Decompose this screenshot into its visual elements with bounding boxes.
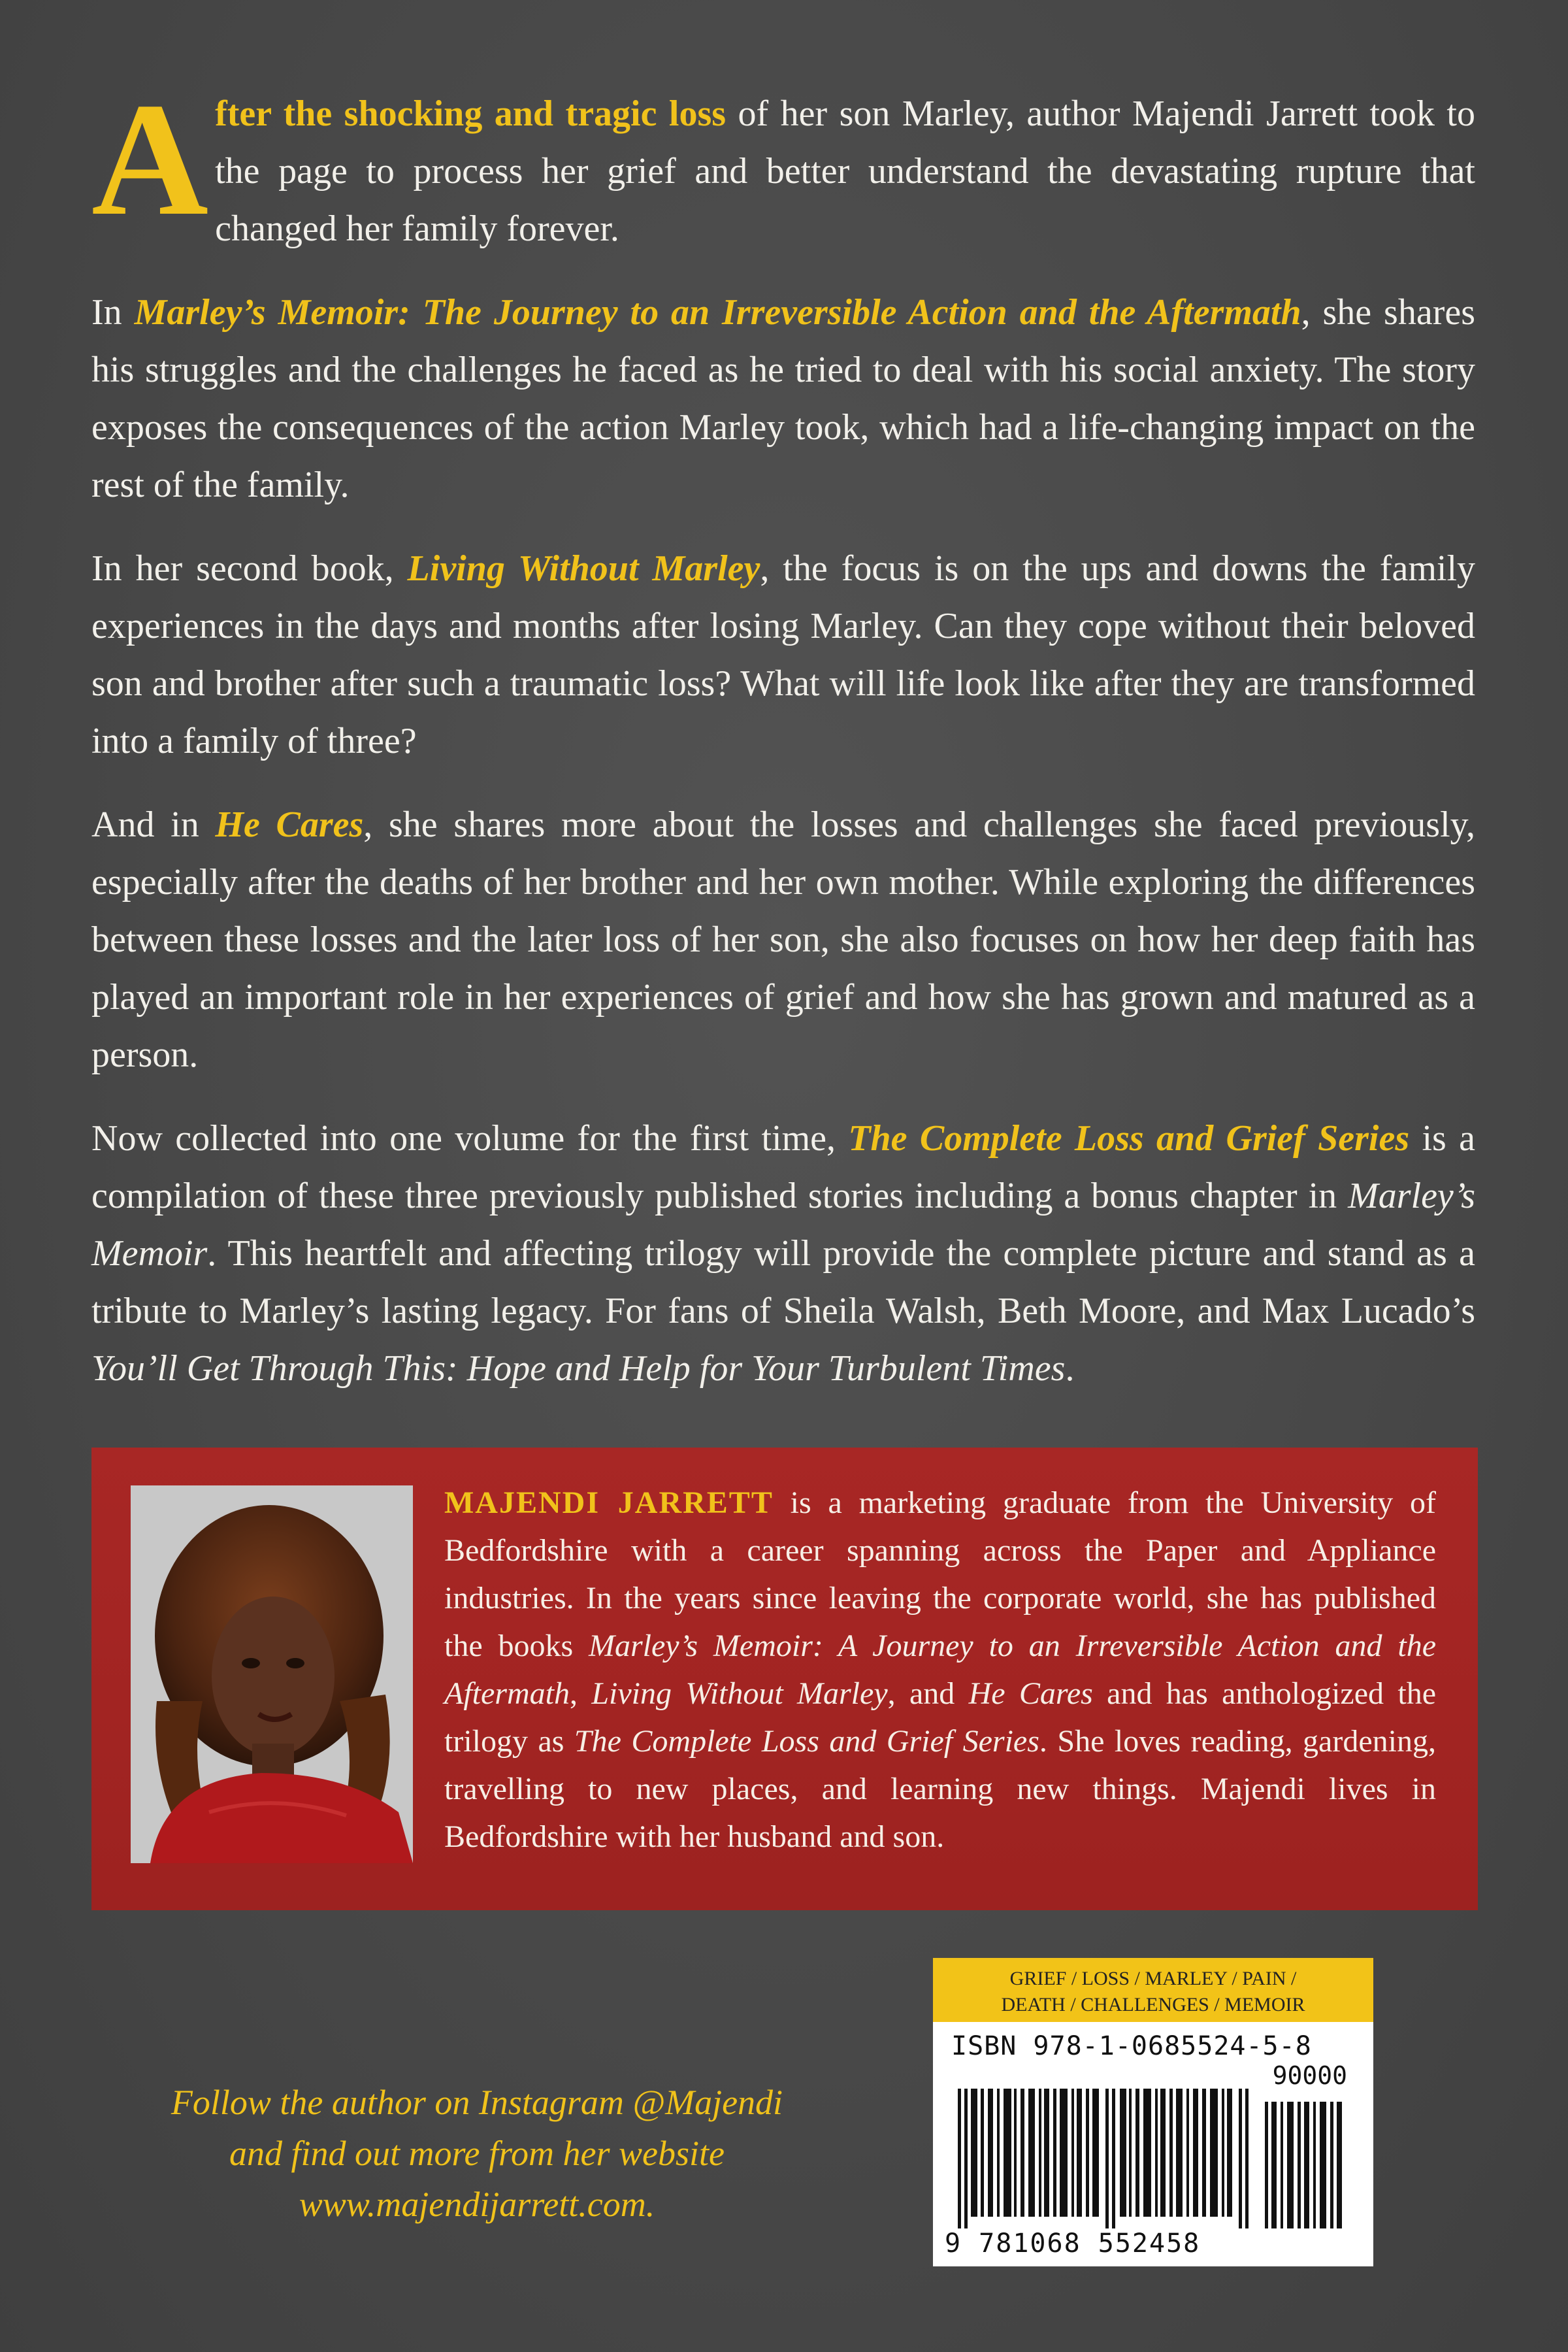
blurb-paragraph-5: [91, 1110, 1475, 1397]
blurb-paragraph-3: [91, 540, 1475, 770]
categories-line-1: GRIEF / LOSS / MARLEY / PAIN /: [1009, 1968, 1297, 1989]
drop-cap: A: [91, 69, 209, 249]
blurb-p5-end: .: [1065, 1348, 1075, 1389]
author-bio-panel: [91, 1448, 1478, 1910]
book-title-memoir-italic: Marley’s Memoir: [91, 1176, 1475, 1274]
blurb-p5-pre: Now collected into one volume for the first time,: [91, 1118, 849, 1159]
bio-text-3: , and: [887, 1676, 969, 1711]
bio-book-1: Marley’s Memoir: A Journey to an Irreversible Action and the Aftermath: [444, 1629, 1436, 1711]
categories-line-2: DEATH / CHALLENGES / MEMOIR: [1001, 1994, 1305, 2015]
back-cover-blurb: [91, 69, 1476, 1423]
blurb-p2-pre: In: [91, 292, 135, 333]
bio-text-5: . She loves reading, gardening, travelling to new places, and learning new things. Majendi lives in Bedfordshire with her husband and son.: [444, 1724, 1436, 1854]
website-url: www.majendijarrett.com.: [299, 2185, 655, 2224]
follow-line-website: and find out more from her website: [229, 2134, 725, 2173]
blurb-p3-text: , the focus is on the ups and downs the family experiences in the days and months after losing Marley. Can they cope without their beloved son and brother after such a traumatic loss? What will life look like after they are transformed into a family of three?: [91, 548, 1476, 761]
author-bio-text: [444, 1479, 1436, 1861]
price-addon-code: 90000: [1272, 2061, 1347, 2090]
bio-book-4: The Complete Loss and Grief Series: [574, 1724, 1039, 1759]
blurb-p5-mid2: . This heartfelt and affecting trilogy will provide the complete picture and stand as a tribute to Marley’s lasting legacy. For fans of Sheila Walsh, Beth Moore, and Max Lucado’s: [91, 1233, 1475, 1331]
isbn-barcode-box: [933, 1958, 1373, 2266]
follow-line-instagram: Follow the author on Instagram @Majendi: [171, 2083, 783, 2122]
blurb-p3-pre: In her second book,: [91, 548, 408, 589]
blurb-paragraph-4: [91, 796, 1475, 1084]
isbn-number: ISBN 978-1-0685524-5-8: [951, 2031, 1312, 2061]
bio-book-3: He Cares: [968, 1676, 1093, 1711]
ean-number: 9 781068 552458: [945, 2228, 1201, 2259]
blurb-paragraph-1: [91, 69, 1475, 257]
blurb-paragraph-2: [91, 284, 1475, 514]
blurb-p2-text: , she shares his struggles and the challenges he faced as he tried to deal with his social anxiety. The story exposes the consequences of the action Marley took, which had a life-changing impact on the rest of the family.: [91, 292, 1476, 505]
author-photo: [131, 1485, 413, 1863]
bio-text-2: ,: [569, 1676, 592, 1711]
book-title-he-cares: He Cares: [215, 804, 364, 845]
blurb-p5-mid: is a compilation of these three previously published stories including a bonus chapter in: [91, 1118, 1475, 1216]
blurb-p4-text: , she shares more about the losses and challenges she faced previously, especially after the deaths of her brother and her own mother. While exploring the differences between these losses and the later loss of her son, she also focuses on how her deep faith has played an important role in her experiences of grief and how she has grown and matured as a person.: [91, 804, 1476, 1075]
author-name: MAJENDI JARRETT: [444, 1485, 774, 1520]
blurb-p1-text: of her son Marley, author Majendi Jarrett took to the page to process her grief and better understand the devastating rupture that changed her family forever.: [215, 93, 1475, 249]
blurb-lead-in: fter the shocking and tragic loss: [215, 93, 727, 134]
book-title-living-without-marley: Living Without Marley: [407, 548, 760, 589]
bio-text-4: and has anthologized the trilogy as: [444, 1676, 1437, 1759]
follow-author-note: [118, 2077, 836, 2230]
barcode-bars: [951, 2089, 1356, 2228]
bio-book-2: Living Without Marley: [591, 1676, 888, 1711]
blurb-p4-pre: And in: [91, 804, 216, 845]
book-title-lucado: You’ll Get Through This: Hope and Help for Your Turbulent Times: [91, 1348, 1066, 1389]
bio-text-1: is a marketing graduate from the University of Bedfordshire with a career spanning across the Paper and Appliance industries. In the years since leaving the corporate world, she has published the books: [444, 1485, 1437, 1663]
book-title-marleys-memoir: Marley’s Memoir: The Journey to an Irreversible Action and the Aftermath: [134, 292, 1301, 333]
category-strip: [933, 1958, 1373, 2022]
book-title-complete-series: The Complete Loss and Grief Series: [848, 1118, 1410, 1159]
author-portrait-image: [131, 1485, 413, 1863]
